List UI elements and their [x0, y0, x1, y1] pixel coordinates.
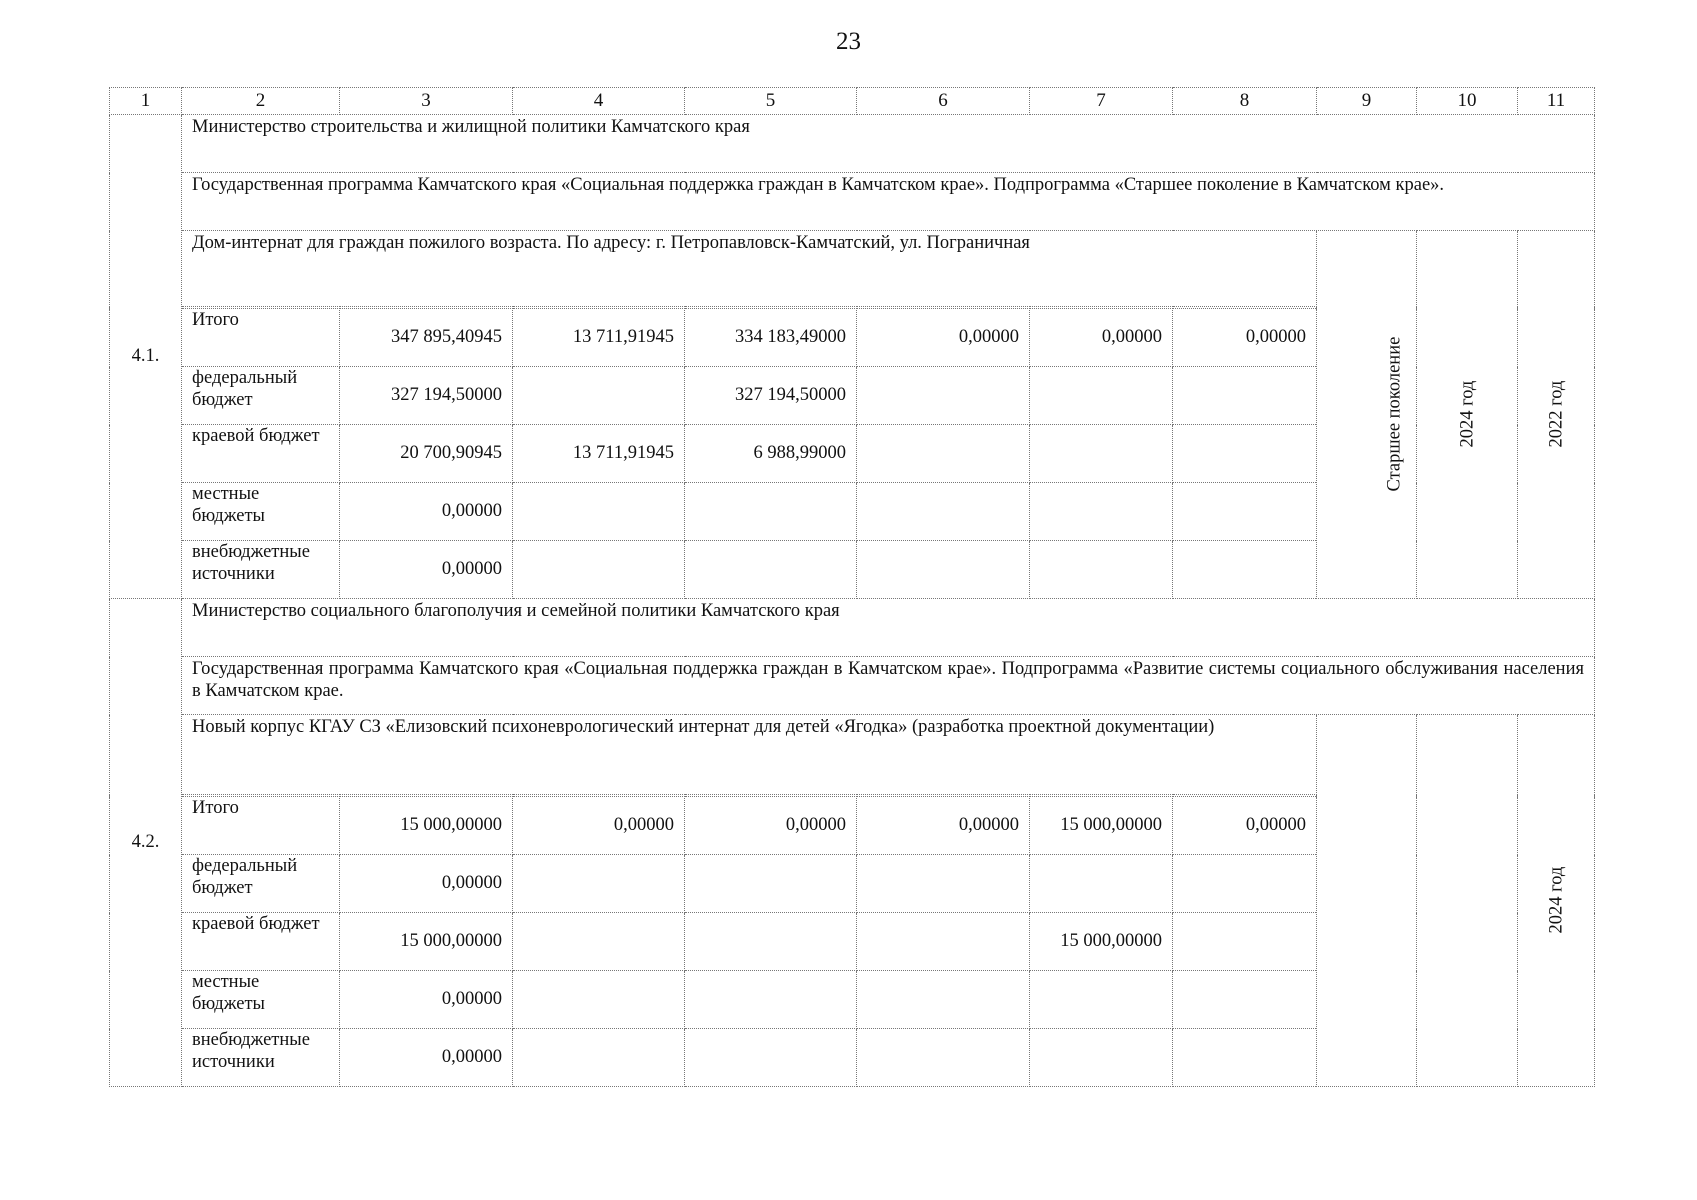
ministry-row: [110, 115, 1595, 173]
subprogram-label: Старшее поколение: [1384, 337, 1405, 492]
value-cell: 0,00000: [1030, 309, 1173, 367]
value-cell: [1173, 483, 1317, 541]
object-row: [110, 715, 1595, 795]
value-cell: 0,00000: [857, 309, 1030, 367]
column-header: 7: [1030, 88, 1173, 115]
value-cell: [1173, 855, 1317, 913]
start-year-cell: [1518, 715, 1595, 1087]
value-cell: 0,00000: [513, 797, 685, 855]
program-row: [110, 657, 1595, 715]
source-label: Итого: [182, 309, 340, 367]
source-label: краевой бюджет: [182, 425, 340, 483]
value-cell: 0,00000: [340, 483, 513, 541]
investment-table: [109, 87, 1595, 1087]
value-cell: [857, 541, 1030, 599]
value-cell: 15 000,00000: [340, 797, 513, 855]
subprogram-cell: [1317, 231, 1417, 599]
end-year-cell: [1417, 231, 1518, 599]
value-cell: [1030, 367, 1173, 425]
value-cell: [513, 367, 685, 425]
value-cell: 0,00000: [340, 1029, 513, 1087]
end-year-cell: [1417, 715, 1518, 1087]
value-cell: [685, 855, 857, 913]
source-label: федеральный бюджет: [182, 855, 340, 913]
section-number: 4.2.: [110, 599, 182, 1087]
value-cell: [513, 855, 685, 913]
start-year-label: 2022 год: [1545, 381, 1566, 448]
program-row: [110, 173, 1595, 231]
value-cell: [857, 1029, 1030, 1087]
ministry-row: [110, 599, 1595, 657]
value-cell: [857, 483, 1030, 541]
value-cell: [1030, 425, 1173, 483]
value-cell: 327 194,50000: [340, 367, 513, 425]
page-number: 23: [836, 28, 861, 55]
ministry-name: Министерство строительства и жилищной политики Камчатского края: [182, 115, 1595, 173]
column-header: 4: [513, 88, 685, 115]
value-cell: [1030, 971, 1173, 1029]
value-cell: [857, 425, 1030, 483]
value-cell: [513, 971, 685, 1029]
source-label: местные бюджеты: [182, 483, 340, 541]
value-cell: [513, 1029, 685, 1087]
program-name: Государственная программа Камчатского края «Социальная поддержка граждан в Камчатском крае». Подпрограмма «Развитие системы социального обслуживания населения в Камчатском крае.: [182, 657, 1595, 715]
value-cell: 15 000,00000: [1030, 797, 1173, 855]
ministry-name: Министерство социального благополучия и семейной политики Камчатского края: [182, 599, 1595, 657]
value-cell: [513, 483, 685, 541]
object-row: [110, 231, 1595, 307]
value-cell: 15 000,00000: [1030, 913, 1173, 971]
value-cell: [1030, 1029, 1173, 1087]
value-cell: [1030, 483, 1173, 541]
column-header: 5: [685, 88, 857, 115]
program-name: Государственная программа Камчатского края «Социальная поддержка граждан в Камчатском крае». Подпрограмма «Старшее поколение в Камчатском крае».: [182, 173, 1595, 231]
value-cell: [1173, 425, 1317, 483]
column-header: 2: [182, 88, 340, 115]
value-cell: 327 194,50000: [685, 367, 857, 425]
value-cell: [1173, 913, 1317, 971]
value-cell: [685, 971, 857, 1029]
value-cell: 20 700,90945: [340, 425, 513, 483]
end-year-label: 2024 год: [1456, 381, 1477, 448]
value-cell: [513, 913, 685, 971]
value-cell: [857, 367, 1030, 425]
value-cell: 13 711,91945: [513, 425, 685, 483]
value-cell: [857, 913, 1030, 971]
start-year-label: 2024 год: [1545, 867, 1566, 934]
column-header: 3: [340, 88, 513, 115]
value-cell: [1030, 855, 1173, 913]
value-cell: [857, 855, 1030, 913]
value-cell: 347 895,40945: [340, 309, 513, 367]
value-cell: [1030, 541, 1173, 599]
value-cell: 0,00000: [340, 541, 513, 599]
source-label: внебюджетные источники: [182, 541, 340, 599]
value-cell: 0,00000: [685, 797, 857, 855]
source-label: федеральный бюджет: [182, 367, 340, 425]
value-cell: [685, 541, 857, 599]
value-cell: 0,00000: [340, 855, 513, 913]
subprogram-cell: [1317, 715, 1417, 1087]
source-label: краевой бюджет: [182, 913, 340, 971]
column-header: 11: [1518, 88, 1595, 115]
value-cell: 15 000,00000: [340, 913, 513, 971]
column-header: 8: [1173, 88, 1317, 115]
value-cell: [857, 971, 1030, 1029]
value-cell: 334 183,49000: [685, 309, 857, 367]
value-cell: [1173, 541, 1317, 599]
value-cell: 0,00000: [1173, 797, 1317, 855]
value-cell: 0,00000: [340, 971, 513, 1029]
start-year-cell: [1518, 231, 1595, 599]
value-cell: 0,00000: [1173, 309, 1317, 367]
object-name: Дом-интернат для граждан пожилого возраста. По адресу: г. Петропавловск-Камчатский, ул. Пограничная: [182, 231, 1317, 307]
value-cell: [685, 483, 857, 541]
source-label: Итого: [182, 797, 340, 855]
value-cell: 0,00000: [857, 797, 1030, 855]
section-number: 4.1.: [110, 115, 182, 599]
source-label: местные бюджеты: [182, 971, 340, 1029]
column-header: 9: [1317, 88, 1417, 115]
column-header: 10: [1417, 88, 1518, 115]
value-cell: [685, 913, 857, 971]
column-header: 6: [857, 88, 1030, 115]
value-cell: 6 988,99000: [685, 425, 857, 483]
value-cell: [1173, 1029, 1317, 1087]
value-cell: [1173, 367, 1317, 425]
column-number-row: [110, 88, 1595, 115]
source-label: внебюджетные источники: [182, 1029, 340, 1087]
column-header: 1: [110, 88, 182, 115]
object-name: Новый корпус КГАУ СЗ «Елизовский психоневрологический интернат для детей «Ягодка» (разработка проектной документации): [182, 715, 1317, 795]
value-cell: [685, 1029, 857, 1087]
value-cell: [513, 541, 685, 599]
value-cell: [1173, 971, 1317, 1029]
value-cell: 13 711,91945: [513, 309, 685, 367]
